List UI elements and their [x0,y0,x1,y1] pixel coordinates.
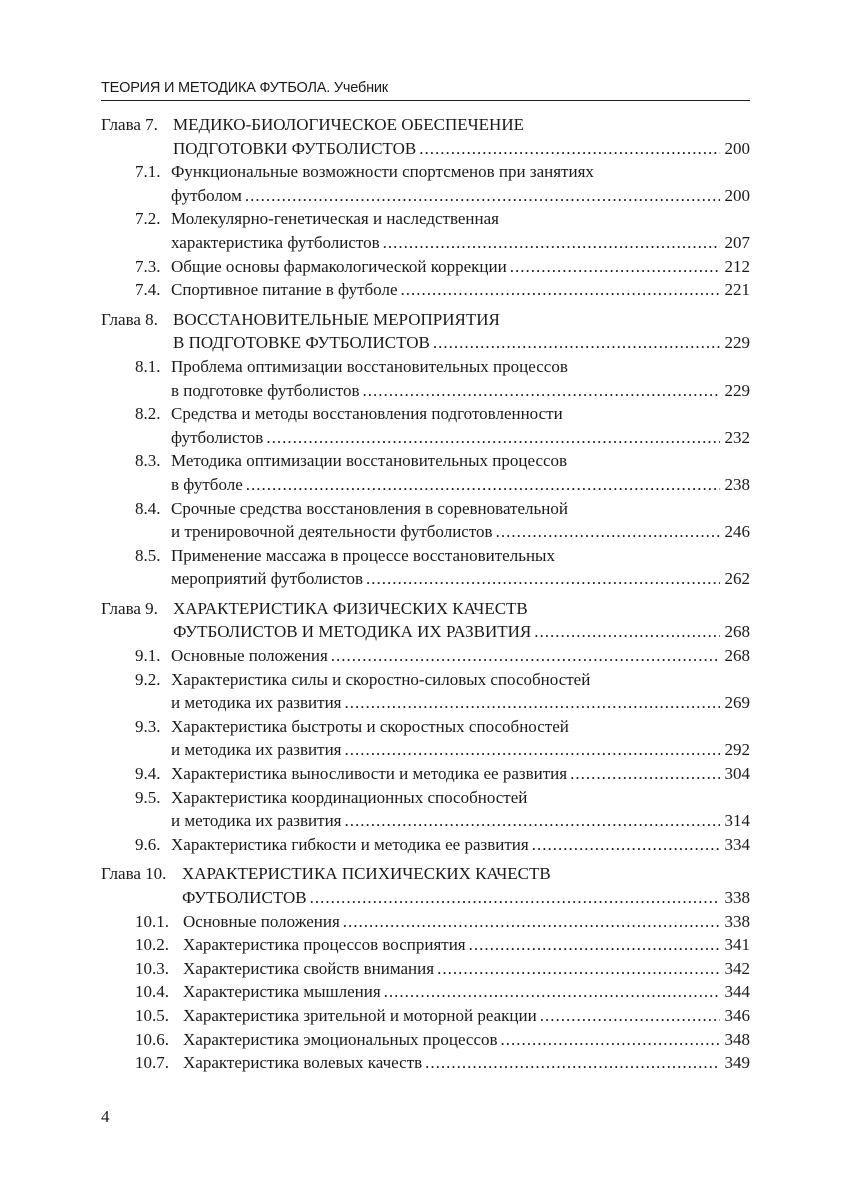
section-entry-line [101,497,750,521]
section-title: Характеристика быстроты и скоростных способностей [171,716,569,736]
table-of-contents [101,113,750,1081]
section-entry[interactable] [101,809,750,833]
section-number: 8.4. [135,498,161,518]
chapter-entry-line [101,862,750,886]
dot-leader [380,231,720,255]
section-entry[interactable] [101,379,750,403]
section-title: Молекулярно-генетическая и наследственная [171,209,499,229]
entry-label [135,833,529,857]
section-entry[interactable] [101,644,750,668]
chapter-title: МЕДИКО-БИОЛОГИЧЕСКОЕ ОБЕСПЕЧЕНИЕ [173,115,524,134]
section-entry[interactable] [101,980,750,1004]
dot-leader [507,255,720,279]
page-ref: 200 [724,138,750,158]
section-title: Применение массажа в процессе восстановительных [171,545,555,565]
page-number: 4 [101,1107,110,1126]
entry-label [171,567,363,591]
page-ref: 232 [724,427,750,447]
chapter-label: Глава 8. [101,309,158,329]
section-title: футболом [171,185,242,205]
section-title: Характеристика волевых качеств [183,1053,423,1073]
dot-leader [529,833,720,857]
section-number: 9.1. [135,646,161,666]
chapter-title: ФУТБОЛИСТОВ И МЕТОДИКА ИХ РАЗВИТИЯ [173,622,532,642]
dot-leader [243,473,720,497]
section-title: футболистов [171,427,264,447]
section-title: Спортивное питание в футболе [171,280,398,300]
section-title: и методика их развития [171,811,342,831]
page-ref: 338 [724,911,750,931]
dot-leader [342,809,721,833]
entry-label [135,1028,498,1052]
dot-leader [381,980,720,1004]
page-ref: 246 [724,522,750,542]
page-ref: 212 [724,256,750,276]
page-ref: 338 [724,888,750,907]
section-title: Характеристика свойств внимания [183,958,435,978]
entry-label [171,426,263,450]
page-ref: 269 [724,693,750,713]
dot-leader [307,886,720,910]
section-number: 7.4. [135,280,161,300]
page-ref: 229 [724,380,750,400]
section-title: мероприятий футболистов [171,569,363,589]
chapter-title: В ПОДГОТОВКЕ ФУТБОЛИСТОВ [173,333,430,353]
chapter-label: Глава 9. [101,598,158,618]
section-number: 8.2. [135,404,161,424]
section-title: Характеристика координационных способностей [171,787,528,807]
dot-leader [363,567,720,591]
page-ref: 292 [724,740,750,760]
section-title: Основные положения [183,911,340,931]
section-number: 8.5. [135,545,161,565]
section-entry[interactable] [101,520,750,544]
section-title: Характеристика эмоциональных процессов [183,1029,498,1049]
entry-label [135,933,466,957]
section-number: 10.5. [135,1005,169,1025]
entry-label [173,331,430,355]
entry-label [135,1051,422,1075]
section-title: Характеристика гибкости и методика ее развития [171,834,529,854]
section-number: 7.2. [135,209,161,229]
dot-leader [466,933,720,957]
page-ref: 304 [724,764,750,784]
chapter-entry-line [101,113,750,137]
dot-leader [498,1028,720,1052]
section-title: Основные положения [171,646,328,666]
section-entry[interactable] [101,426,750,450]
section-entry[interactable] [101,1028,750,1052]
section-title: Функциональные возможности спортсменов при занятиях [171,162,594,182]
dot-leader [263,426,720,450]
page-ref: 262 [724,569,750,589]
section-entry[interactable] [101,1004,750,1028]
section-number: 8.1. [135,356,161,376]
chapter-title: ВОССТАНОВИТЕЛЬНЫЕ МЕРОПРИЯТИЯ [173,309,500,329]
dot-leader [434,957,720,981]
dot-leader [493,520,720,544]
section-title: Характеристика процессов восприятия [183,935,466,955]
entry-label [171,691,342,715]
section-entry[interactable] [101,762,750,786]
chapter-label: Глава 10. [101,864,167,884]
entry-label [173,137,416,161]
dot-leader [340,910,720,934]
section-title: Срочные средства восстановления в соревновательной [171,498,568,518]
page-ref: 342 [724,958,750,978]
chapter-block [101,597,750,857]
entry-label [171,738,342,762]
section-number: 9.5. [135,787,161,807]
section-entry-line [101,544,750,568]
entry-label [135,980,381,1004]
section-entry[interactable] [101,255,750,279]
page-ref: 349 [724,1053,750,1073]
entry-label [135,278,398,302]
section-number: 8.3. [135,451,161,471]
section-title: и методика их развития [171,740,342,760]
entry-label [135,644,328,668]
page-ref: 268 [724,622,750,642]
section-number: 10.6. [135,1029,169,1049]
page-ref: 229 [724,333,750,353]
dot-leader [242,184,720,208]
chapter-title: ХАРАКТЕРИСТИКА ФИЗИЧЕСКИХ КАЧЕСТВ [173,598,528,618]
section-title: Характеристика силы и скоростно-силовых способностей [171,669,591,689]
entry-label [171,473,243,497]
page-ref: 221 [724,280,750,300]
section-entry-line [101,355,750,379]
section-entry-line [101,449,750,473]
dot-leader [422,1051,720,1075]
page-ref: 344 [724,982,750,1002]
entry-label [135,255,507,279]
page-ref: 200 [724,185,750,205]
page-ref: 334 [724,834,750,854]
section-entry[interactable] [101,833,750,857]
section-entry[interactable] [101,1051,750,1075]
page-ref: 238 [724,474,750,494]
entry-label [135,762,567,786]
running-head: ТЕОРИЯ И МЕТОДИКА ФУТБОЛА. Учебник [101,78,750,101]
chapter-entry-line [101,308,750,332]
chapter-block [101,862,750,1074]
chapter-label: Глава 7. [101,115,158,134]
chapter-entry[interactable] [101,137,750,161]
section-title: в подготовке футболистов [171,380,360,400]
page-ref: 268 [724,646,750,666]
entry-label [171,231,380,255]
section-entry[interactable] [101,957,750,981]
dot-leader [416,137,720,161]
dot-leader [398,278,721,302]
chapter-block [101,308,750,591]
page-ref: 314 [724,811,750,831]
section-title: Характеристика зрительной и моторной реакции [183,1005,537,1025]
section-title: и тренировочной деятельности футболистов [171,522,493,542]
entry-label [135,957,434,981]
section-number: 10.7. [135,1053,169,1073]
section-title: Характеристика выносливости и методика ее развития [171,764,568,784]
chapter-entry[interactable] [101,886,750,910]
dot-leader [328,644,720,668]
dot-leader [342,691,721,715]
section-number: 10.2. [135,935,169,955]
entry-label [135,910,340,934]
section-entry[interactable] [101,738,750,762]
section-number: 9.4. [135,764,161,784]
section-title: Характеристика мышления [183,982,381,1002]
section-entry[interactable] [101,184,750,208]
page-ref: 348 [724,1029,750,1049]
dot-leader [430,331,720,355]
chapter-block [101,113,750,302]
dot-leader [567,762,720,786]
section-number: 7.3. [135,256,161,276]
section-title: Средства и методы восстановления подготовленности [171,404,563,424]
section-entry[interactable] [101,231,750,255]
section-entry-line [101,715,750,739]
entry-label [171,379,360,403]
section-number: 9.2. [135,669,161,689]
chapter-entry[interactable] [101,620,750,644]
section-title: в футболе [171,474,243,494]
chapter-title: ФУТБОЛИСТОВ [182,888,307,907]
entry-label [135,1004,537,1028]
section-title: и методика их развития [171,693,342,713]
section-entry-line [101,668,750,692]
section-title: характеристика футболистов [171,232,380,252]
page-ref: 341 [724,935,750,955]
section-number: 10.4. [135,982,169,1002]
dot-leader [342,738,721,762]
section-entry[interactable] [101,278,750,302]
section-entry[interactable] [101,933,750,957]
section-entry-line [101,160,750,184]
section-entry-line [101,207,750,231]
section-entry[interactable] [101,910,750,934]
chapter-title: ПОДГОТОВКИ ФУТБОЛИСТОВ [173,138,417,158]
page-ref: 346 [724,1005,750,1025]
section-entry[interactable] [101,567,750,591]
entry-label [182,886,307,910]
section-title: Проблема оптимизации восстановительных процессов [171,356,568,376]
section-number: 7.1. [135,162,161,182]
entry-label [171,520,493,544]
section-entry[interactable] [101,691,750,715]
section-title: Общие основы фармакологической коррекции [171,256,507,276]
dot-leader [537,1004,720,1028]
chapter-entry-line [101,597,750,621]
page-ref: 207 [724,232,750,252]
dot-leader [360,379,720,403]
entry-label [173,620,531,644]
entry-label [171,809,342,833]
entry-label [171,184,242,208]
section-title: Методика оптимизации восстановительных процессов [171,451,568,471]
section-number: 9.3. [135,716,161,736]
chapter-title: ХАРАКТЕРИСТИКА ПСИХИЧЕСКИХ КАЧЕСТВ [182,864,551,884]
dot-leader [531,620,720,644]
section-number: 9.6. [135,834,161,854]
chapter-entry[interactable] [101,331,750,355]
section-number: 10.1. [135,911,169,931]
section-entry-line [101,402,750,426]
section-entry-line [101,786,750,810]
section-number: 10.3. [135,958,169,978]
section-entry[interactable] [101,473,750,497]
